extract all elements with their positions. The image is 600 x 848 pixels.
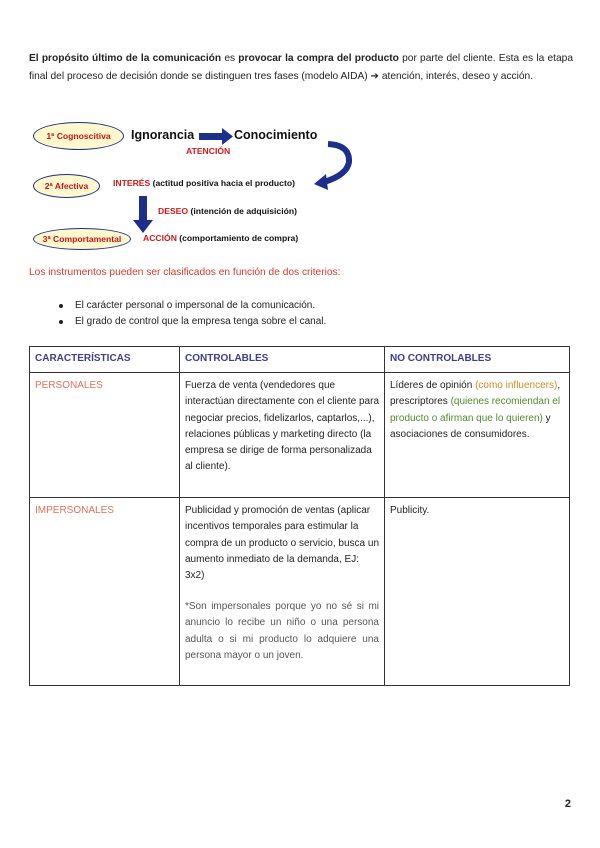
nc-text-a: Líderes de opinión — [390, 380, 476, 392]
list-item: El carácter personal o impersonal de la comunicación. — [56, 298, 326, 314]
impersonales-controlables-text: Publicidad y promoción de ventas (aplicar incentivos temporales para estimular la compra de un producto o servicio, busca un aumento inmediato de la demanda, EJ: 3x2) — [185, 505, 379, 582]
nc-text-d: (quienes recomiendan el producto o afirman que lo quieren) — [390, 396, 561, 424]
criteria-list — [56, 298, 326, 330]
deseo-text: (intención de adquisición) — [188, 206, 297, 216]
list-item: El grado de control que la empresa tenga sobre el canal. — [56, 314, 326, 330]
interes-line — [113, 178, 295, 188]
page-number: 2 — [564, 798, 571, 810]
accion-line — [143, 233, 298, 243]
ellipse-cognoscitiva: 1ª Cognoscitiva — [33, 122, 124, 150]
right-arrow-icon — [199, 128, 233, 145]
accion-text: (comportamiento de compra) — [176, 233, 299, 243]
criteria-text: Los instrumentos pueden ser clasificados en función de dos criterios: — [29, 267, 341, 278]
cell-impersonales-no-controlables: Publicity. — [385, 498, 570, 686]
curved-arrow-icon — [314, 144, 349, 190]
interes-text: (actitud positiva hacia el producto) — [150, 178, 295, 188]
accion-label: ACCIÓN — [143, 233, 177, 243]
ellipse-comportamental: 3ª Comportamental — [33, 228, 131, 250]
impersonales-note: *Son impersonales porque yo no sé si mi anuncio lo recibe un niño o una persona adulta o si mi producto lo adquiere una persona mayor o un joven. — [185, 601, 379, 661]
deseo-label: DESEO — [158, 206, 189, 216]
interes-label: INTERÉS — [113, 178, 151, 188]
nc-text-c: , prescriptores — [390, 380, 561, 408]
row-label-impersonales: IMPERSONALES — [30, 498, 180, 686]
intro-text-1: es — [221, 53, 239, 64]
conocimiento-label: Conocimiento — [234, 128, 318, 142]
table-header-row — [30, 347, 570, 373]
nc-text-b: (como influencers) — [475, 380, 558, 392]
table-row — [30, 373, 570, 498]
deseo-line — [158, 206, 297, 216]
table-row — [30, 498, 570, 686]
atencion-label: ATENCIÓN — [186, 146, 231, 156]
down-arrow-icon — [133, 196, 153, 233]
instruments-table — [29, 346, 570, 686]
ignorancia-label: Ignorancia — [131, 128, 195, 142]
intro-bold-2: provocar la compra del producto — [238, 53, 399, 64]
header-caracteristicas: CARACTERÍSTICAS — [30, 347, 180, 373]
cell-personales-controlables: Fuerza de venta (vendedores que interactúan directamente con el cliente para negociar precios, fidelizarlos, captarlos,...), relaciones públicas y marketing directo (la empresa se dirige de forma personalizada al cliente). — [180, 373, 385, 498]
row-label-personales: PERSONALES — [30, 373, 180, 498]
aida-diagram — [0, 0, 600, 270]
header-controlables: CONTROLABLES — [180, 347, 385, 373]
intro-bold-1: El propósito último de la comunicación — [29, 53, 222, 64]
cell-impersonales-controlables — [180, 498, 385, 686]
header-no-controlables: NO CONTROLABLES — [385, 347, 570, 373]
nc-text-e: y asociaciones de consumidores. — [390, 412, 551, 440]
intro-text-2: por parte del cliente. Esta es la etapa final del proceso de decisión donde se distinguen tres fases (modelo AIDA) ➔ atención, interés, deseo y acción. — [29, 53, 574, 82]
ellipse-afectiva: 2ª Afectiva — [33, 174, 100, 198]
cell-personales-no-controlables — [385, 373, 570, 498]
